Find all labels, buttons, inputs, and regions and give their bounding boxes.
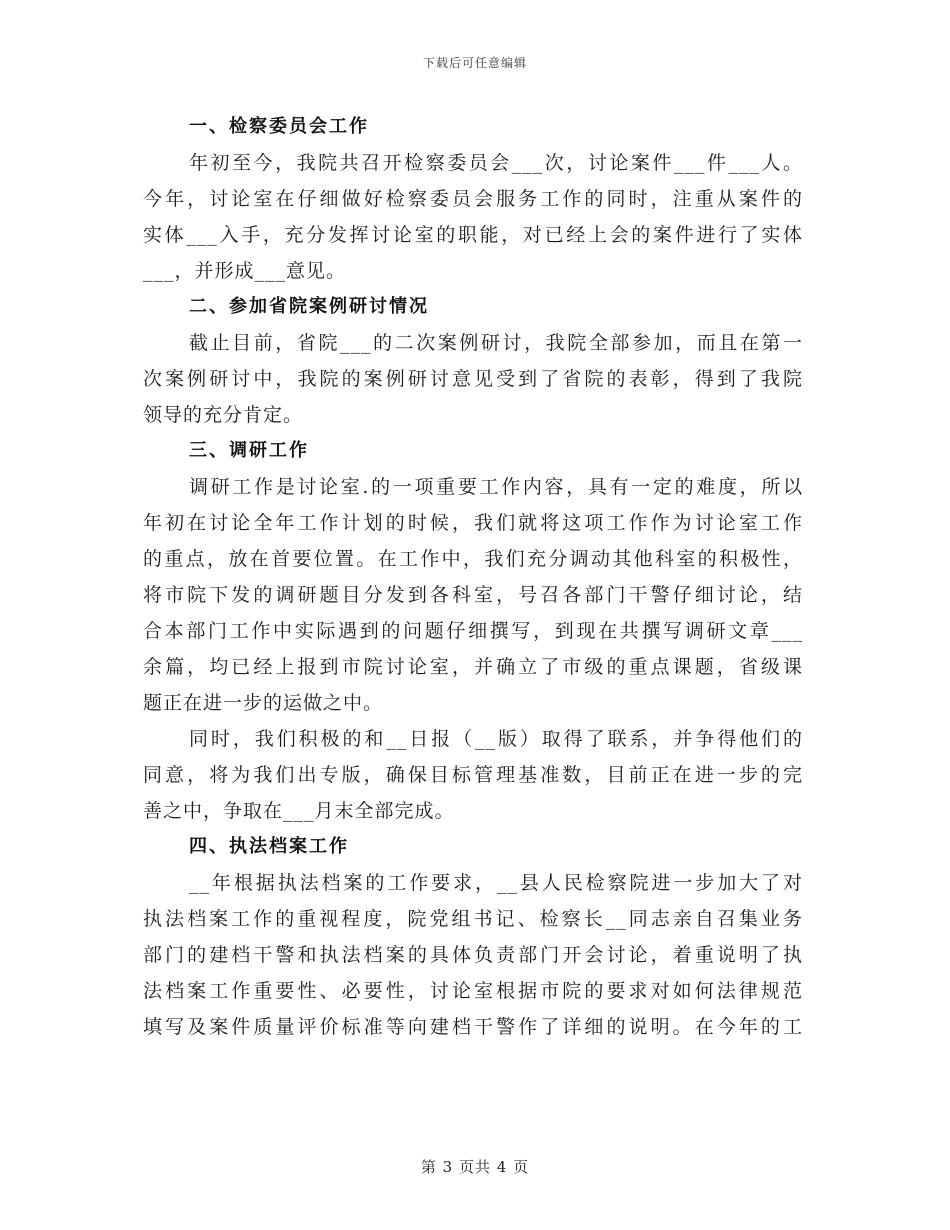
paragraph-line: 实体___入手，充分发挥讨论室的职能，对已经上会的案件进行了实体 bbox=[143, 224, 803, 246]
paragraph-line: 将市院下发的调研题目分发到各科室，号召各部门干警仔细讨论，结 bbox=[143, 584, 803, 606]
paragraph-line: __年根据执法档案的工作要求，__县人民检察院进一步加大了对 bbox=[189, 872, 803, 894]
paragraph-line: 合本部门工作中实际遇到的问题仔细撰写，到现在共撰写调研文章___ bbox=[143, 620, 803, 642]
section-heading: 三、调研工作 bbox=[189, 440, 309, 461]
paragraph-line: 填写及案件质量评价标准等向建档干警作了详细的说明。在今年的工 bbox=[143, 1016, 803, 1038]
section-heading: 二、参加省院案例研讨情况 bbox=[189, 296, 429, 317]
paragraph-line: 同时，我们积极的和__日报（__版）取得了联系，并争得他们的 bbox=[189, 728, 803, 750]
section-heading: 四、执法档案工作 bbox=[189, 836, 349, 857]
paragraph-line: 今年，讨论室在仔细做好检察委员会服务工作的同时，注重从案件的 bbox=[143, 188, 803, 210]
page-header-note: 下载后可任意编辑 bbox=[422, 56, 527, 70]
paragraph-line: 年初在讨论全年工作计划的时候，我们就将这项工作作为讨论室工作 bbox=[143, 512, 803, 534]
paragraph-line: 部门的建档干警和执法档案的具体负责部门开会讨论，着重说明了执 bbox=[143, 944, 803, 966]
paragraph-line: 法档案工作重要性、必要性，讨论室根据市院的要求对如何法律规范 bbox=[143, 980, 803, 1002]
paragraph-line: 次案例研讨中，我院的案例研讨意见受到了省院的表彰，得到了我院 bbox=[143, 368, 803, 390]
paragraph-line: 的重点，放在首要位置。在工作中，我们充分调动其他科室的积极性， bbox=[143, 548, 803, 570]
section-heading: 一、检察委员会工作 bbox=[189, 116, 369, 137]
paragraph-line: ___，并形成___意见。 bbox=[143, 260, 347, 282]
paragraph-line: 调研工作是讨论室.的一项重要工作内容，具有一定的难度，所以 bbox=[189, 476, 803, 498]
page-number-footer: 第 3 页共 4 页 bbox=[420, 1158, 530, 1176]
paragraph-line: 执法档案工作的重视程度，院党组书记、检察长__同志亲自召集业务 bbox=[143, 908, 803, 930]
paragraph-line: 善之中，争取在___月末全部完成。 bbox=[143, 800, 455, 822]
paragraph-line: 题正在进一步的运做之中。 bbox=[143, 692, 384, 714]
paragraph-line: 领导的充分肯定。 bbox=[143, 404, 304, 426]
paragraph-line: 年初至今，我院共召开检察委员会___次，讨论案件___件___人。 bbox=[189, 152, 803, 174]
paragraph-line: 余篇，均已经上报到市院讨论室，并确立了市级的重点课题，省级课 bbox=[143, 656, 803, 678]
paragraph-line: 截止目前，省院___的二次案例研讨，我院全部参加，而且在第一 bbox=[189, 332, 803, 354]
document-body bbox=[143, 109, 803, 1045]
paragraph-line: 同意，将为我们出专版，确保目标管理基准数，目前正在进一步的完 bbox=[143, 764, 803, 786]
